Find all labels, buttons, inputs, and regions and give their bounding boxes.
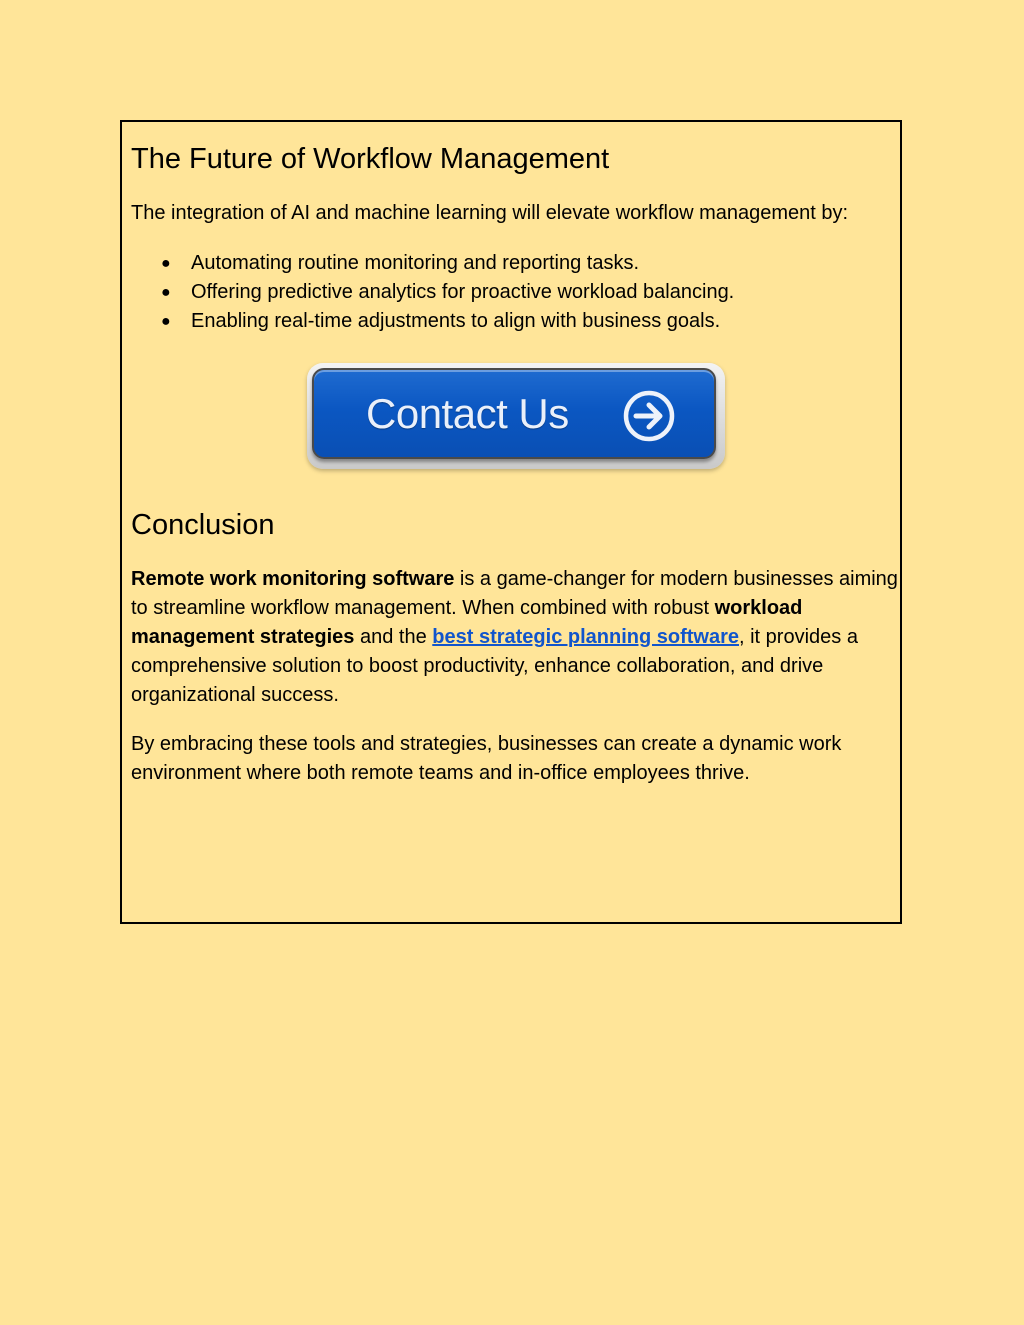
conclusion-paragraph xyxy=(131,565,899,710)
list-item xyxy=(131,307,899,336)
section-heading-future: The Future of Workflow Management xyxy=(131,143,610,175)
list-item xyxy=(131,278,899,307)
content-body xyxy=(131,142,899,788)
bold-phrase: Remote work monitoring software xyxy=(131,568,455,590)
text-run: and the xyxy=(354,626,433,648)
list-item-text: Enabling real-time adjustments to align with business goals. xyxy=(191,310,721,332)
section-heading-conclusion: Conclusion xyxy=(131,509,275,541)
benefits-list xyxy=(131,249,899,336)
list-item-text: Automating routine monitoring and reporting tasks. xyxy=(191,252,640,274)
bold-phrase: workload management strategies xyxy=(131,597,803,648)
text-run: , it provides a comprehensive solution to boost productivity, enhance collaboration, and drive organizational success. xyxy=(131,626,858,706)
contact-us-button-face[interactable] xyxy=(312,368,716,459)
list-item-text: Offering predictive analytics for proactive workload balancing. xyxy=(191,281,735,303)
cta-container xyxy=(131,363,899,473)
bullet-icon: ● xyxy=(161,313,171,330)
bullet-icon: ● xyxy=(161,255,171,272)
strategic-planning-link[interactable]: best strategic planning software xyxy=(432,626,739,648)
text-run: is a game-changer for modern businesses aiming to streamline workflow management. When combined with robust xyxy=(131,568,898,619)
intro-paragraph: The integration of AI and machine learning will elevate workflow management by: xyxy=(131,202,849,224)
contact-us-button[interactable] xyxy=(307,363,725,469)
contact-us-label: Contact Us xyxy=(366,389,569,437)
closing-paragraph: By embracing these tools and strategies, businesses can create a dynamic work environment where both remote teams and in-office employees thrive. xyxy=(131,733,842,784)
bullet-icon: ● xyxy=(161,284,171,301)
list-item xyxy=(131,249,899,278)
content-frame xyxy=(120,120,902,924)
arrow-right-circle-icon xyxy=(622,389,676,443)
